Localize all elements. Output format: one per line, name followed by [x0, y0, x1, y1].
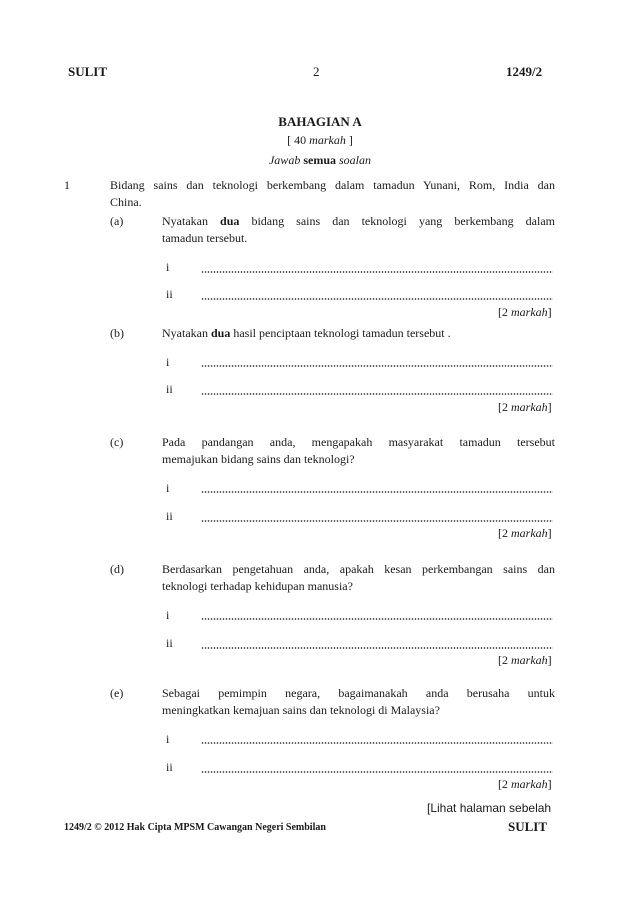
answer-label-ii: ii [166, 287, 173, 301]
answer-label-ii: ii [166, 760, 173, 774]
part-marks: [2 markah] [498, 653, 552, 667]
answer-label-i: i [166, 260, 170, 274]
answer-label-i: i [166, 732, 170, 746]
part-label: (b) [110, 326, 124, 340]
part-prompt-line1: Nyatakan dua bidang sains dan teknologi yang berkembang dalam [162, 214, 555, 228]
answer-line-ii[interactable] [201, 298, 553, 300]
answer-label-ii: ii [166, 382, 173, 396]
section-instruction: Jawab semua soalan [268, 153, 372, 167]
question-number: 1 [64, 178, 70, 192]
part-label: (a) [110, 214, 124, 228]
answer-line-ii[interactable] [201, 520, 553, 522]
part-label: (d) [110, 562, 124, 576]
answer-label-i: i [166, 608, 170, 622]
answer-line-i[interactable] [201, 618, 553, 620]
answer-label-i: i [166, 355, 170, 369]
answer-label-i: i [166, 481, 170, 495]
answer-line-ii[interactable] [201, 393, 553, 395]
answer-label-ii: ii [166, 636, 173, 650]
part-prompt-line1: Berdasarkan pengetahuan anda, apakah kesan perkembangan sains dan [162, 562, 555, 576]
page-number: 2 [313, 64, 320, 79]
question-stem-line1: Bidang sains dan teknologi berkembang dalam tamadun Yunani, Rom, India dan [110, 178, 555, 192]
answer-label-ii: ii [166, 509, 173, 523]
part-prompt-line2: meningkatkan kemajuan sains dan teknologi di Malaysia? [162, 703, 440, 717]
section-marks: [ 40 markah ] [287, 133, 353, 147]
answer-line-i[interactable] [201, 491, 553, 493]
part-marks: [2 markah] [498, 777, 552, 791]
header-left: SULIT [68, 64, 108, 79]
answer-line-i[interactable] [201, 742, 553, 744]
part-marks: [2 markah] [498, 400, 552, 414]
part-prompt-line2: teknologi terhadap kehidupan manusia? [162, 579, 353, 593]
answer-line-i[interactable] [201, 271, 553, 273]
part-marks: [2 markah] [498, 305, 552, 319]
part-marks: [2 markah] [498, 526, 552, 540]
part-prompt-line2: memajukan bidang sains dan teknologi? [162, 452, 355, 466]
part-prompt-line1: Sebagai pemimpin negara, bagaimanakah anda berusaha untuk [162, 686, 555, 700]
question-stem-line2: China. [110, 195, 142, 209]
part-prompt-line1: Nyatakan dua hasil penciptaan teknologi tamadun tersebut . [162, 326, 451, 340]
paper-code: 1249/2 [506, 64, 543, 79]
answer-line-ii[interactable] [201, 647, 553, 649]
part-prompt-line1: Pada pandangan anda, mengapakah masyarakat tamadun tersebut [162, 435, 555, 449]
part-label: (e) [110, 686, 124, 700]
section-title: BAHAGIAN A [278, 114, 362, 129]
answer-line-i[interactable] [201, 365, 553, 367]
part-label: (c) [110, 435, 124, 449]
footer-sulit: SULIT [508, 819, 548, 834]
answer-line-ii[interactable] [201, 771, 553, 773]
part-prompt-line2: tamadun tersebut. [162, 231, 248, 245]
copyright-footer: 1249/2 © 2012 Hak Cipta MPSM Cawangan Negeri Sembilan [64, 822, 326, 833]
next-page-note: [Lihat halaman sebelah [427, 801, 552, 815]
